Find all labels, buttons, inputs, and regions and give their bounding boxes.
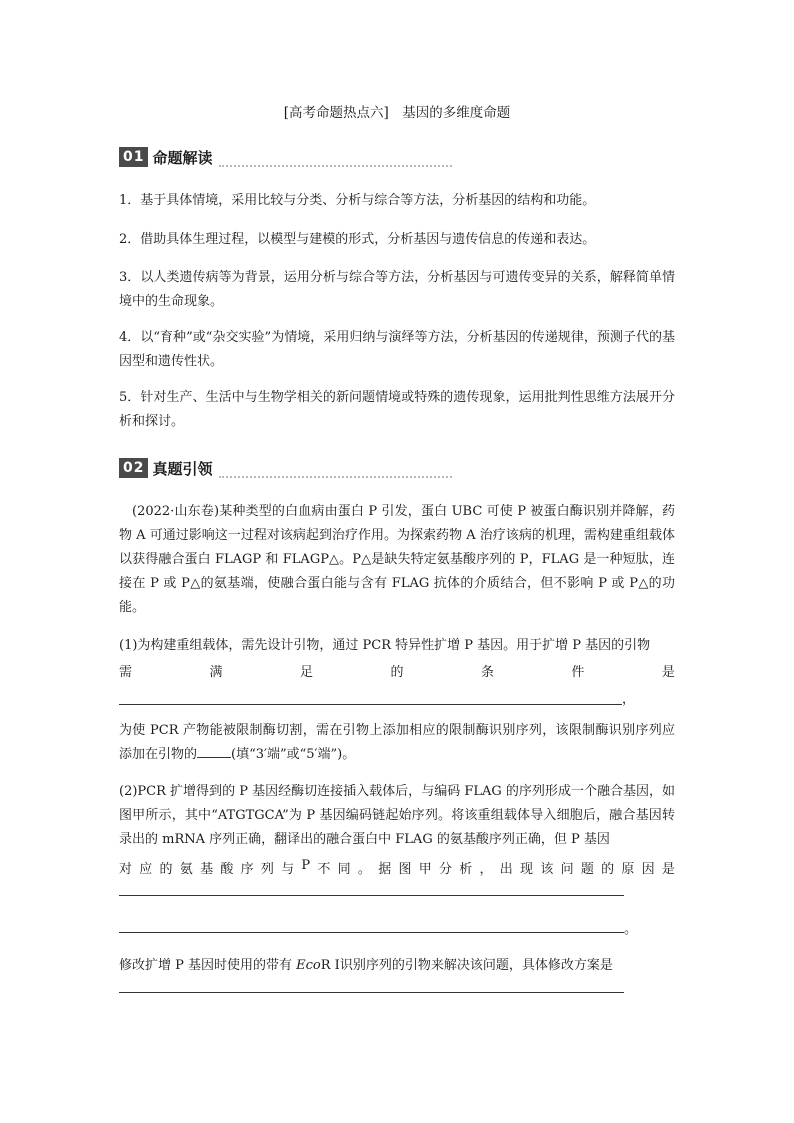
answer-end-punct: 。 [624, 922, 638, 937]
interpretation-item: 3．以人类遗传病等为背景，运用分析与综合等方法，分析基因与可遗传变异的关系，解释简单情境中的生命现象。 [119, 270, 675, 309]
answer-end-punct: ， [622, 692, 636, 707]
answer-line[interactable] [119, 704, 622, 705]
section-divider [219, 165, 452, 167]
italic-species-name: Eco [296, 958, 321, 973]
question-1-follow: 为使 PCR 产物能被限制酶切割，需在引物上添加相应的限制酶识别序列，该限制酶识别序列应添加在引物的 (填“3′端”或“5′端”)。 [119, 723, 675, 762]
section-title: 命题解读 [152, 148, 213, 167]
question-2-text: (2)PCR 扩增得到的 P 基因经酶切连接插入载体后，与编码 FLAG 的序列形成一个融合基因，如图甲所示，其中“ATGTGCA”为 P 基因编码链起始序列。将该重组载体导入细胞后，融合基因转录出的 mRNA 序列正确，翻译出的融合蛋白中 FLAG 的氨基酸序列正确，但 P 基因 [119, 784, 675, 847]
section-title: 真题引领 [152, 459, 213, 478]
interpretation-item: 1．基于具体情境，采用比较与分类、分析与综合等方法，分析基因的结构和功能。 [119, 193, 596, 208]
answer-line[interactable] [119, 895, 624, 896]
section-header-exam-question [119, 457, 213, 479]
question-3-text: 修改扩增 P 基因时使用的带有 EcoR Ⅰ识别序列的引物来解决该问题，具体修改方案是 [119, 958, 613, 973]
question-intro: (2022·山东卷)某种类型的白血病由蛋白 P 引发，蛋白 UBC 可使 P 被蛋白酶识别并降解，药物 A 可通过影响这一过程对该病起到治疗作用。为探索药物 A 治疗该病的机理，需构建重组载体以获得融合蛋白 FLAGP 和 FLAGP△。P△是缺失特定氨基酸序列的 P，FLAG 是一种短肽，连接在 P 或 P△的氨基端，使融合蛋白能与含有 FLAG 抗体的介质结合，但不影响 P 或 P△的功能。 [119, 504, 675, 615]
interpretation-item: 5．针对生产、生活中与生物学相关的新问题情境或特殊的遗传现象，运用批判性思维方法展开分析和探讨。 [119, 390, 675, 429]
section-number: 02 [119, 458, 148, 478]
section-divider [219, 476, 452, 478]
answer-line[interactable] [119, 932, 624, 933]
fill-blank[interactable] [197, 743, 231, 758]
page-title: [高考命题热点六] 基因的多维度命题 [283, 105, 511, 121]
section-header-interpretation [119, 146, 213, 168]
question-1-text: (1)为构建重组载体，需先设计引物，通过 PCR 特异性扩增 P 基因。用于扩增 P 基因的引物 [119, 638, 651, 653]
interpretation-item: 4．以“育种”或“杂交实验”为情境，采用归纳与演绎等方法，分析基因的传递规律，预测子代的基因型和遗传性状。 [119, 330, 675, 369]
question-2-spread-line: 对 应 的 氨 基 酸 序 列 与 P 不 同 。 据 图 甲 分 析 ， 出 现 该 问 题 的 原 因 是 [119, 858, 675, 877]
interpretation-item: 2．借助具体生理过程，以模型与建模的形式，分析基因与遗传信息的传递和表达。 [119, 232, 596, 247]
section-number: 01 [119, 147, 148, 167]
answer-line[interactable] [119, 992, 624, 993]
question-1-spread-line: 需 满 足 的 条 件 是 [119, 665, 675, 680]
